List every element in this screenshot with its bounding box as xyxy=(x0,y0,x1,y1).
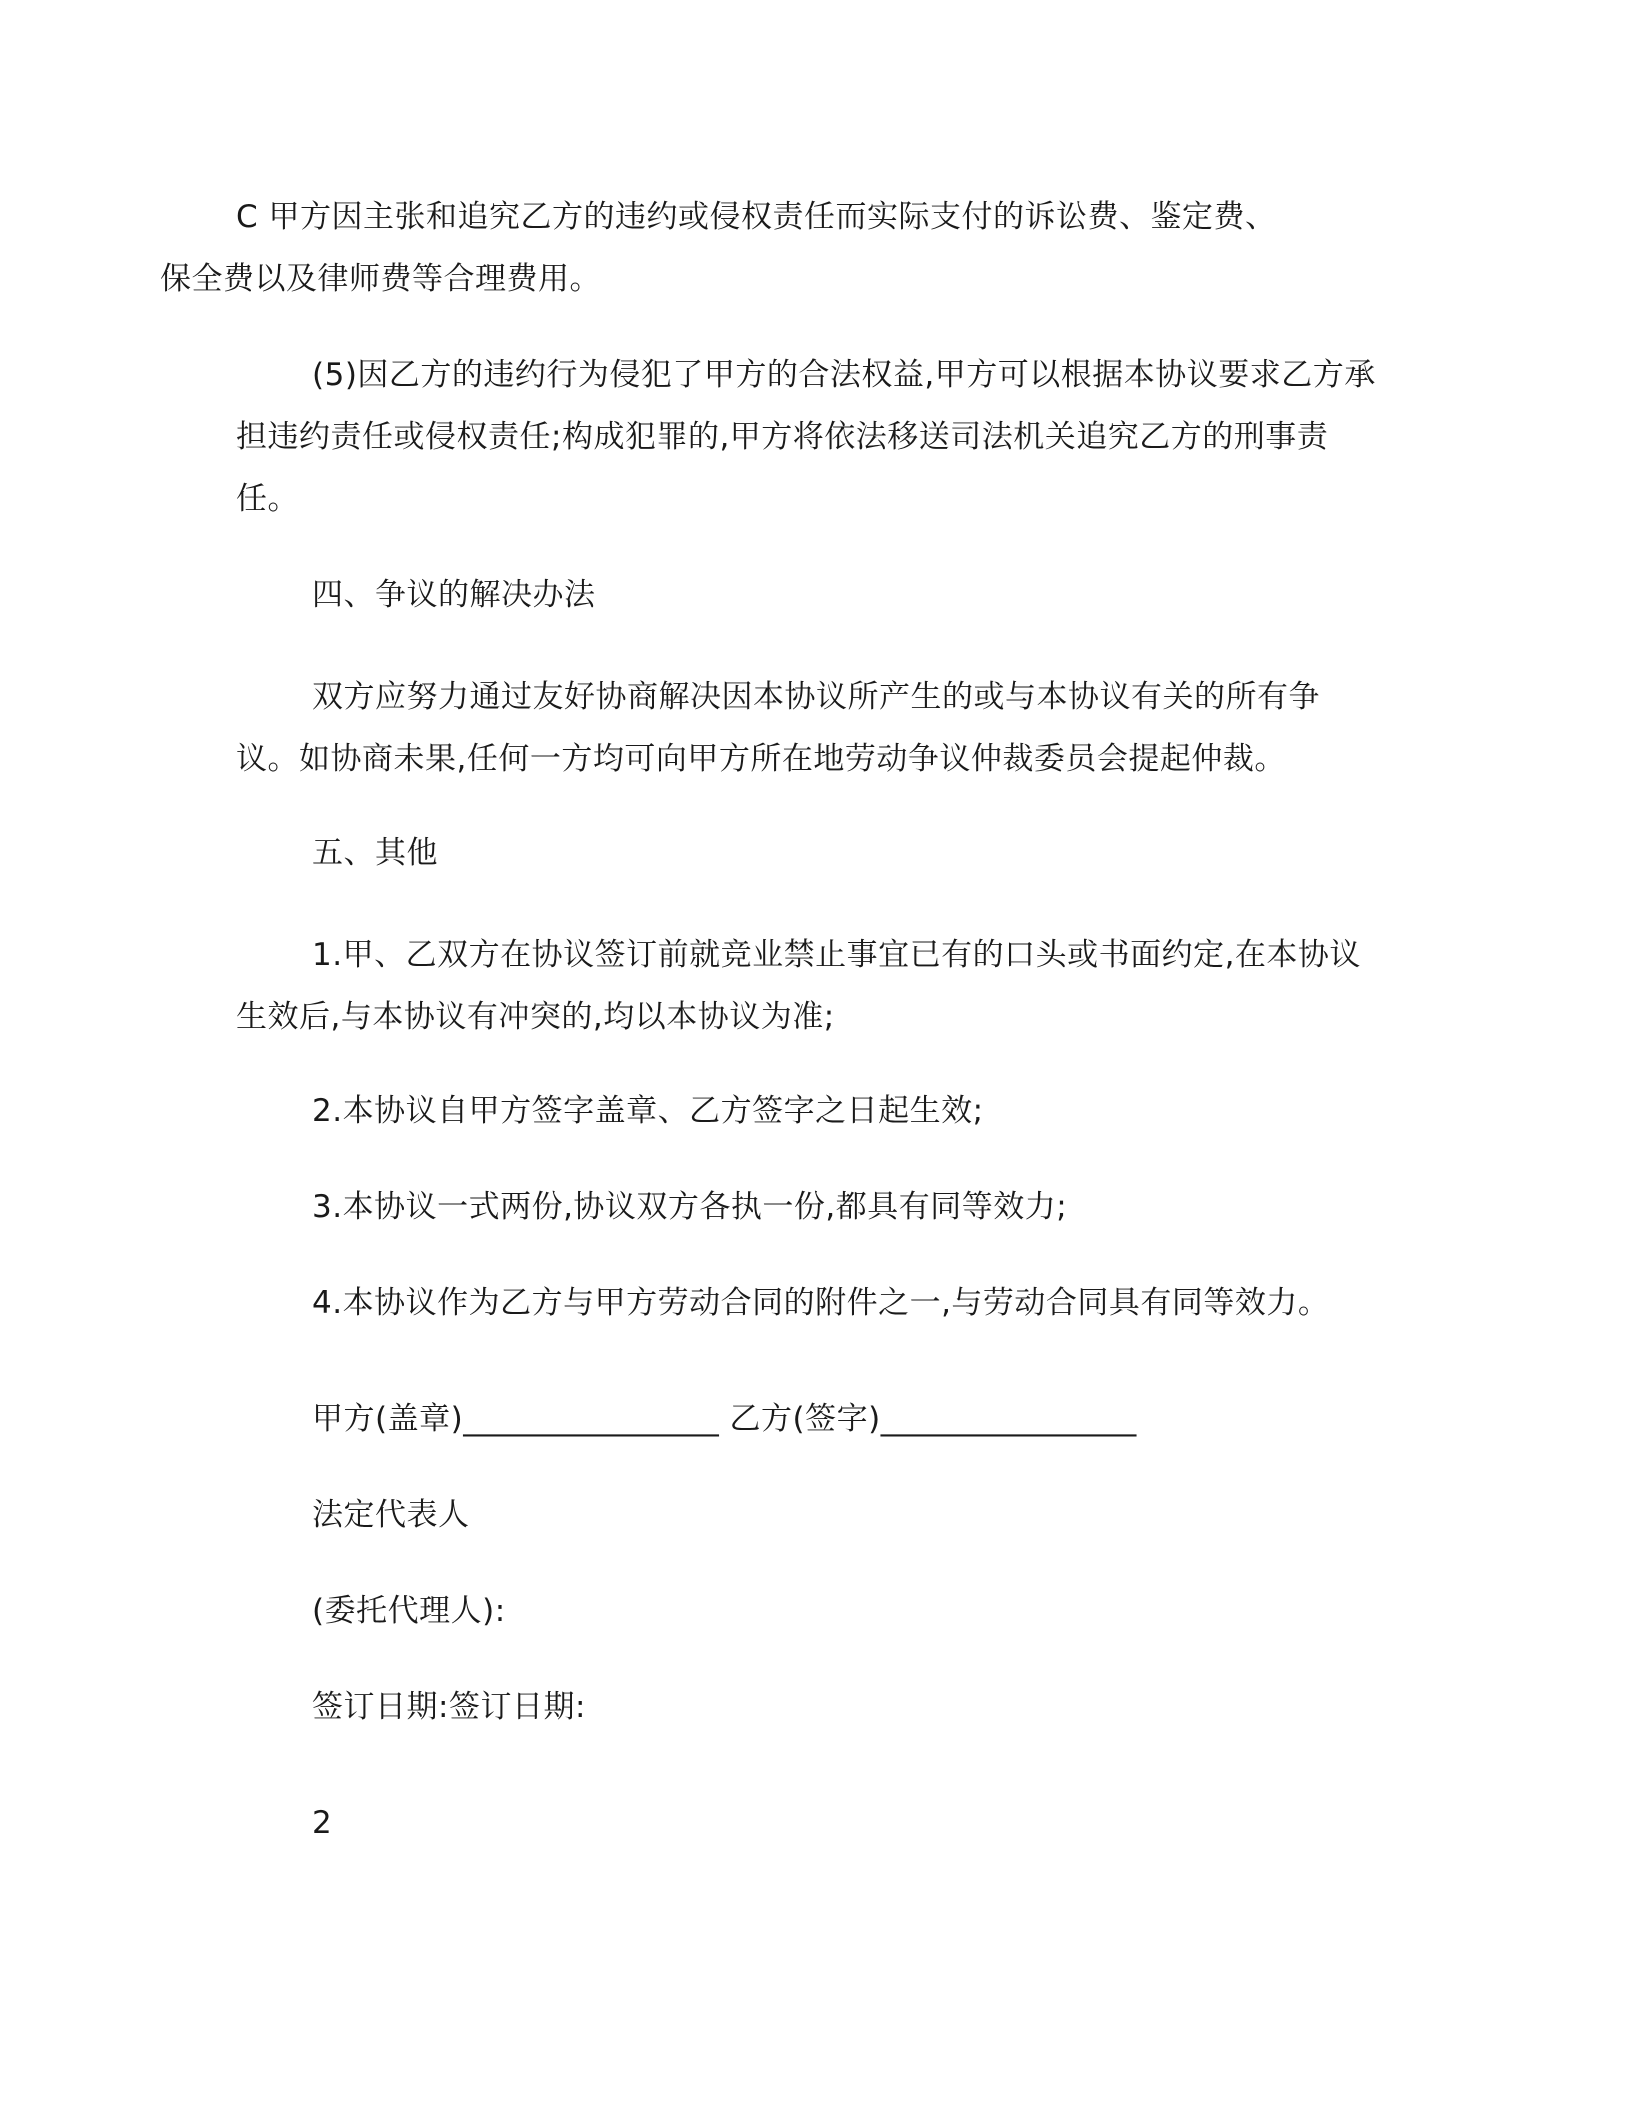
paragraph-line: (5)因乙方的违约行为侵犯了甲方的合法权益,甲方可以根据本协议要求乙方承 xyxy=(312,357,1376,393)
paragraph-line: 议。如协商未果,任何一方均可向甲方所在地劳动争议仲裁委员会提起仲裁。 xyxy=(236,741,1286,777)
paragraph-breach-liability xyxy=(236,344,1386,530)
paragraph-line: 3.本协议一式两份,协议双方各执一份,都具有同等效力; xyxy=(312,1189,1068,1225)
section-heading-dispute xyxy=(312,564,1462,626)
page-number-text: 2 xyxy=(312,1805,333,1841)
section-heading: 五、其他 xyxy=(312,835,438,871)
authorized-agent-label xyxy=(312,1580,1462,1642)
paragraph-line: 任。 xyxy=(236,481,299,517)
signature-line xyxy=(312,1388,1462,1450)
signing-date-label xyxy=(312,1676,1462,1738)
paragraph-line: 生效后,与本协议有冲突的,均以本协议为准; xyxy=(236,999,835,1035)
legal-representative-label xyxy=(312,1484,1462,1546)
paragraph-item-3 xyxy=(312,1176,1462,1238)
paragraph-dispute-resolution xyxy=(236,666,1386,790)
page-number xyxy=(312,1792,1462,1854)
paragraph-line: 法定代表人 xyxy=(312,1497,470,1533)
paragraph-line: 1.甲、乙双方在协议签订前就竞业禁止事宜已有的口头或书面约定,在本协议 xyxy=(312,937,1361,973)
paragraph-line: 担违约责任或侵权责任;构成犯罪的,甲方将依法移送司法机关追究乙方的刑事责 xyxy=(236,419,1329,455)
paragraph-item-2 xyxy=(312,1080,1462,1142)
paragraph-line: 4.本协议作为乙方与甲方劳动合同的附件之一,与劳动合同具有同等效力。 xyxy=(312,1285,1330,1321)
paragraph-litigation-costs xyxy=(160,186,1386,310)
section-heading: 四、争议的解决办法 xyxy=(312,577,596,613)
paragraph-line: 2.本协议自甲方签字盖章、乙方签字之日起生效; xyxy=(312,1093,984,1129)
paragraph-line: 签订日期:签订日期: xyxy=(312,1689,586,1725)
paragraph-line: 保全费以及律师费等合理费用。 xyxy=(160,261,601,297)
paragraph-line: 双方应努力通过友好协商解决因本协议所产生的或与本协议有关的所有争 xyxy=(312,679,1320,715)
paragraph-item-4 xyxy=(312,1272,1462,1334)
paragraph-line: (委托代理人): xyxy=(312,1593,506,1629)
paragraph-line: C 甲方因主张和追究乙方的违约或侵权责任而实际支付的诉讼费、鉴定费、 xyxy=(236,199,1277,235)
signature-fields: 甲方(盖章)________________ 乙方(签字)________________ xyxy=(312,1401,1137,1437)
section-heading-other xyxy=(312,822,1462,884)
paragraph-item-1 xyxy=(236,924,1386,1048)
